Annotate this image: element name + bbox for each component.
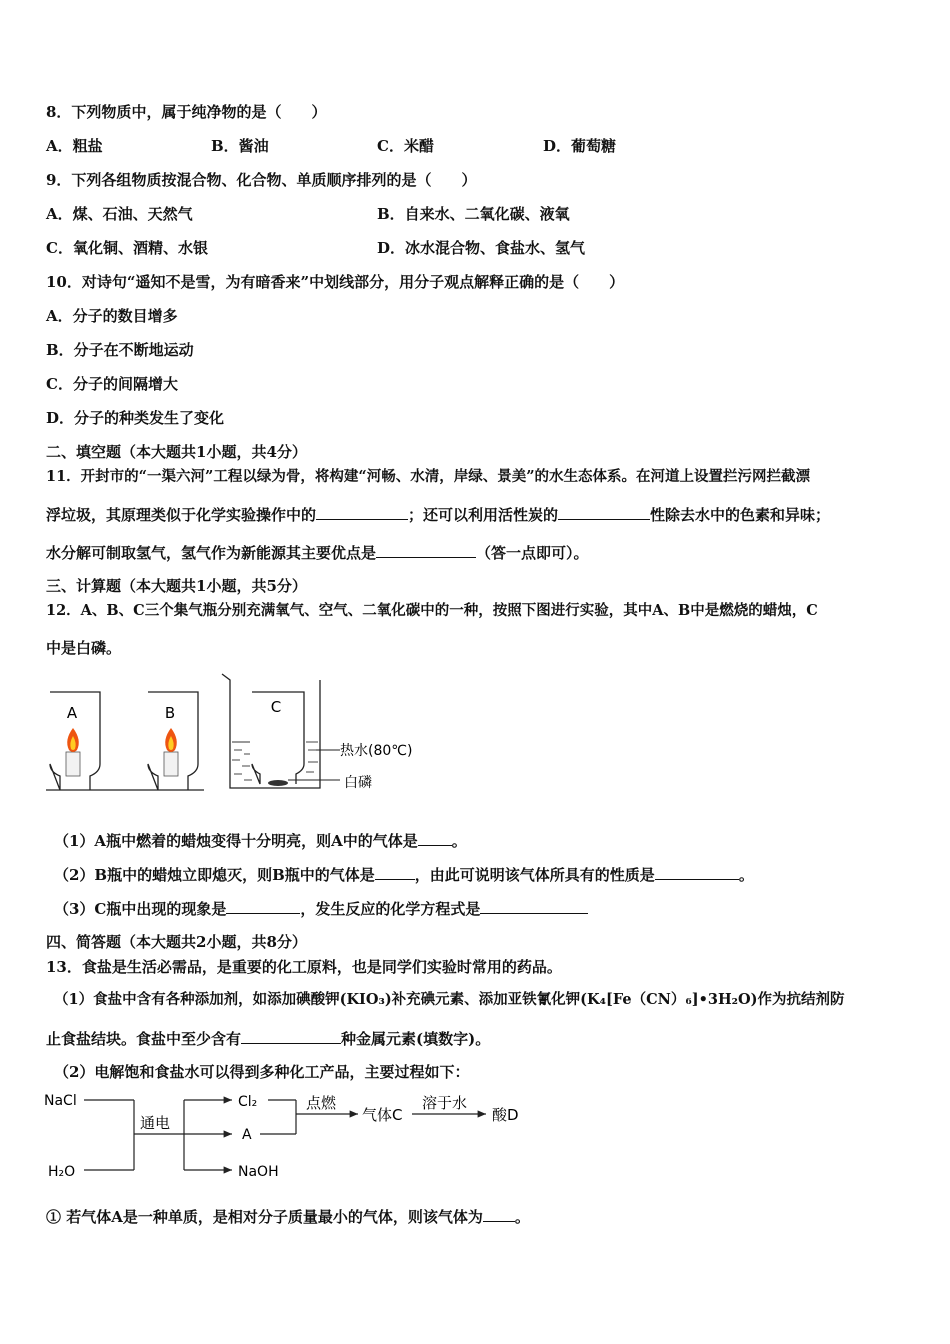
- q12-sub-2-text-a: （2）B瓶中的蜡烛立即熄灭，则B瓶中的气体是: [54, 866, 375, 884]
- flow-ignite-label: 点燃: [306, 1094, 337, 1112]
- q11-line-3-part-b: （答一点即可）。: [476, 544, 589, 562]
- q12-sub-2-end: 。: [738, 866, 754, 884]
- q9-option-c: C．氧化铜、酒精、水银: [46, 239, 208, 257]
- section-2-heading: 二、填空题（本大题共1小题，共4分）: [46, 443, 307, 461]
- flow-electrolysis-label: 通电: [140, 1114, 171, 1132]
- white-phosphorus-label: 白磷: [344, 775, 372, 791]
- q12-sub-3-text-a: （3）C瓶中出现的现象是: [54, 900, 227, 918]
- q12-sub-2: [54, 864, 754, 885]
- flow-cl2: Cl₂: [238, 1094, 258, 1110]
- q11-line-3: [46, 542, 589, 563]
- q12-blank-2[interactable]: [375, 864, 415, 880]
- q8-option-d: D．葡萄糖: [543, 137, 617, 155]
- q13-sub-1-line-2: [46, 1028, 490, 1049]
- flow-nacl: NaCl: [44, 1093, 77, 1109]
- flow-dissolve-label: 溶于水: [422, 1094, 468, 1112]
- q9-option-b: B．自来水、二氧化碳、液氧: [377, 205, 570, 223]
- hot-water-label: 热水(80℃): [340, 743, 413, 759]
- bottle-a: [50, 692, 100, 790]
- q11-line-2-part-b: ；还可以利用活性炭的: [408, 506, 559, 524]
- q12-experiment-figure: [44, 670, 413, 800]
- q13-item-1-text: ① 若气体A是一种单质，是相对分子质量最小的气体，则该气体为: [46, 1208, 483, 1226]
- q11-blank-3[interactable]: [376, 542, 476, 558]
- q12-sub-3-text-b: ，发生反应的化学方程式是: [300, 900, 481, 918]
- q12-blank-3[interactable]: [655, 864, 739, 880]
- q8-stem: 8．下列物质中，属于纯净物的是（ ）: [46, 103, 327, 121]
- q13-item-1: [46, 1206, 530, 1227]
- q11-blank-2[interactable]: [558, 504, 650, 520]
- bottle-b: [148, 692, 198, 790]
- q10-stem: 10．对诗句“遥知不是雪，为有暗香来”中划线部分，用分子观点解释正确的是（ ）: [46, 273, 625, 291]
- bottle-c-label: C: [270, 698, 282, 716]
- flow-gas-c: 气体C: [362, 1106, 403, 1124]
- q13-sub-1-text-a: 止食盐结块。食盐中至少含有: [46, 1030, 242, 1048]
- q9-option-a: A．煤、石油、天然气: [46, 205, 193, 223]
- q11-line-2-part-a: 浮垃圾，其原理类似于化学实验操作中的: [46, 506, 317, 524]
- q13-blank-1[interactable]: [241, 1028, 341, 1044]
- section-4-heading: 四、简答题（本大题共2小题，共8分）: [46, 933, 307, 951]
- q10-option-b: B．分子在不断地运动: [46, 341, 194, 359]
- q12-sub-1-end: 。: [451, 832, 467, 850]
- q12-sub-1-text: （1）A瓶中燃着的蜡烛变得十分明亮，则A中的气体是: [54, 832, 418, 850]
- q12-sub-3: [54, 898, 588, 919]
- q12-line-1: 12．A、B、C三个集气瓶分别充满氧气、空气、二氧化碳中的一种，按照下图进行实验，其中A、B中是燃烧的蜡烛，C: [46, 602, 818, 619]
- q12-line-2: 中是白磷。: [46, 639, 122, 657]
- flow-a: A: [242, 1127, 252, 1143]
- hot-water: [232, 742, 318, 780]
- candle-a-icon: [66, 728, 80, 776]
- q9-stem: 9．下列各组物质按混合物、化合物、单质顺序排列的是（ ）: [46, 171, 477, 189]
- q12-sub-1: [54, 830, 467, 851]
- q11-line-2: [46, 504, 830, 525]
- q10-option-d: D．分子的种类发生了变化: [46, 409, 225, 427]
- flow-acid-d: 酸D: [492, 1106, 519, 1124]
- q12-blank-4[interactable]: [226, 898, 300, 914]
- q11-line-2-part-c: 性除去水中的色素和异味；: [650, 506, 831, 524]
- q9-option-d: D．冰水混合物、食盐水、氢气: [377, 239, 586, 257]
- q13-sub-2: （2）电解饱和食盐水可以得到多种化工产品，主要过程如下：: [54, 1063, 470, 1081]
- q12-sub-2-text-b: ，由此可说明该气体所具有的性质是: [414, 866, 655, 884]
- q10-option-a: A．分子的数目增多: [46, 307, 178, 325]
- q13-sub-1-line-1: （1）食盐中含有各种添加剂，如添加碘酸钾(KIO₃)补充碘元素、添加亚铁氰化钾(K₄[Fe（CN）₆]•3H₂O)作为抗结剂防: [54, 991, 845, 1008]
- q13-blank-2[interactable]: [483, 1206, 515, 1222]
- beaker-c: [222, 674, 320, 788]
- flow-naoh: NaOH: [238, 1164, 279, 1180]
- q12-blank-1[interactable]: [418, 830, 452, 846]
- q8-option-c: C．米醋: [377, 137, 434, 155]
- section-3-heading: 三、计算题（本大题共1小题，共5分）: [46, 577, 307, 595]
- q11-line-1: 11．开封市的“一渠六河”工程以绿为骨，将构建“河畅、水清，岸绿、景美”的水生态体系。在河道上设置拦污网拦截漂: [46, 468, 811, 485]
- white-phosphorus-icon: [268, 780, 288, 786]
- q13-sub-1-text-b: 种金属元素(填数字)。: [341, 1030, 491, 1048]
- q10-option-c: C．分子的间隔增大: [46, 375, 178, 393]
- flow-input-lines: [84, 1100, 232, 1170]
- q12-blank-5[interactable]: [480, 898, 588, 914]
- q13-item-1-end: 。: [514, 1208, 530, 1226]
- bottle-a-label: A: [66, 704, 78, 722]
- q8-option-b: B．酱油: [211, 137, 269, 155]
- q11-line-3-part-a: 水分解可制取氢气，氢气作为新能源其主要优点是: [46, 544, 377, 562]
- flow-h2o: H₂O: [48, 1164, 76, 1180]
- q13-electrolysis-flow: [40, 1086, 540, 1186]
- q13-line-1: 13．食盐是生活必需品，是重要的化工原料，也是同学们实验时常用的药品。: [46, 958, 562, 976]
- q8-option-a: A．粗盐: [46, 137, 103, 155]
- bottle-b-label: B: [164, 704, 176, 722]
- candle-b-icon: [164, 728, 178, 776]
- q11-blank-1[interactable]: [316, 504, 408, 520]
